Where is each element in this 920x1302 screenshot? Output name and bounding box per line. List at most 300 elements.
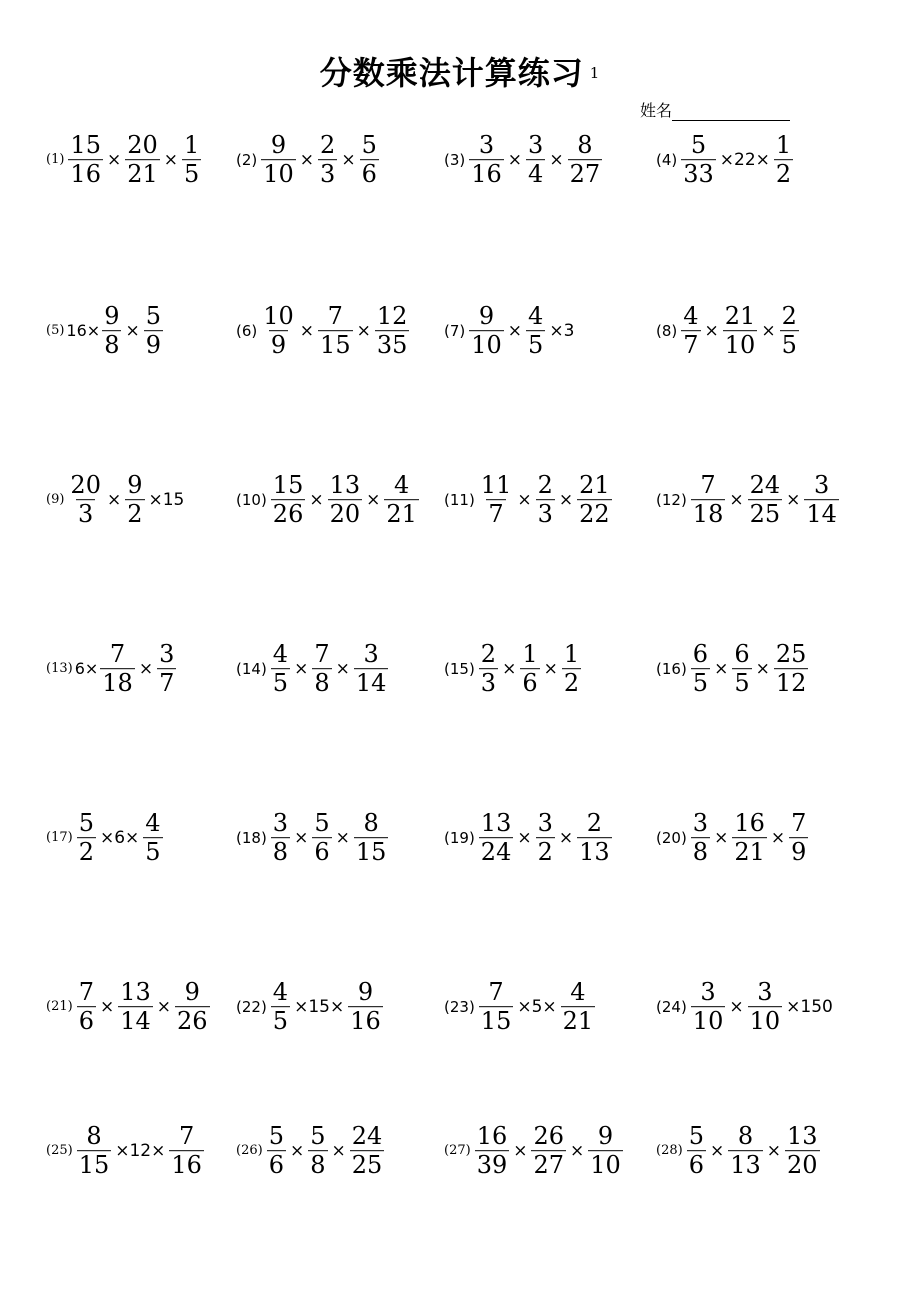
- denominator: 6: [361, 160, 377, 189]
- fraction: [691, 809, 710, 867]
- operator: ×: [99, 997, 115, 1017]
- numerator: 9: [478, 302, 495, 331]
- fraction: [318, 131, 337, 189]
- numerator: 5: [78, 809, 94, 838]
- problem-8: [656, 302, 801, 360]
- problem-number: (24): [656, 998, 687, 1016]
- fraction: [312, 640, 331, 698]
- numerator: 25: [775, 640, 807, 669]
- fraction: [732, 640, 751, 698]
- operator: ×: [309, 490, 324, 510]
- operator: ×: [502, 659, 517, 679]
- numerator: 21: [724, 302, 756, 331]
- operator: ×: [709, 1141, 725, 1161]
- integer-factor: 16×: [66, 321, 101, 341]
- denominator: 4: [528, 160, 544, 189]
- fraction: [271, 640, 290, 698]
- title-number: 1: [589, 64, 601, 82]
- operator: ×: [558, 490, 574, 510]
- problem-18: [236, 809, 390, 867]
- numerator: 7: [178, 1122, 195, 1151]
- denominator: 21: [562, 1007, 594, 1036]
- numerator: 3: [814, 471, 830, 500]
- problem-5: [46, 302, 165, 360]
- numerator: 8: [363, 809, 379, 838]
- problem-24: [656, 978, 835, 1036]
- operator: ×: [507, 321, 523, 341]
- fraction: [691, 978, 726, 1036]
- problem-21: [46, 978, 212, 1036]
- fraction: [350, 1122, 385, 1180]
- numerator: 7: [791, 809, 807, 838]
- denominator: 16: [171, 1151, 202, 1180]
- fraction: [77, 978, 96, 1036]
- operator: ×: [570, 1141, 585, 1161]
- numerator: 16: [734, 809, 765, 838]
- operator: ×: [125, 321, 140, 341]
- fraction: [479, 978, 514, 1036]
- operator: ×15×: [294, 997, 345, 1017]
- operator: ×12×: [115, 1141, 166, 1161]
- numerator: 11: [480, 471, 512, 500]
- numerator: 4: [570, 978, 586, 1007]
- numerator: 21: [579, 471, 610, 500]
- numerator: 4: [272, 978, 289, 1007]
- fraction: [577, 809, 612, 867]
- problem-15: [444, 640, 583, 698]
- numerator: 5: [688, 1122, 704, 1151]
- problem-number: (10): [236, 491, 267, 509]
- operator: ×: [770, 828, 786, 848]
- problem-4: [656, 131, 795, 189]
- numerator: 13: [120, 978, 151, 1007]
- numerator: 5: [268, 1122, 284, 1151]
- numerator: 9: [597, 1122, 614, 1151]
- fraction: [375, 302, 410, 360]
- numerator: 26: [533, 1122, 565, 1151]
- fraction: [360, 131, 379, 189]
- operator: ×: [786, 490, 801, 510]
- problem-20: [656, 809, 810, 867]
- problem-number: (13): [46, 661, 73, 677]
- operator: ×: [335, 828, 350, 848]
- operator: ×3: [549, 321, 575, 341]
- operator: ×: [356, 321, 371, 341]
- denominator: 20: [787, 1151, 818, 1180]
- denominator: 25: [749, 500, 781, 529]
- numerator: 20: [127, 131, 158, 160]
- numerator: 4: [683, 302, 699, 331]
- fraction: [175, 978, 210, 1036]
- problem-27: [444, 1122, 625, 1180]
- problem-28: [656, 1122, 822, 1180]
- problem-number: (14): [236, 660, 267, 678]
- denominator: 16: [350, 1007, 381, 1036]
- operator: ×: [507, 150, 523, 170]
- fraction: [125, 471, 144, 529]
- fraction: [261, 302, 296, 360]
- problem-19: [444, 809, 614, 867]
- numerator: 4: [272, 640, 289, 669]
- problem-number: (22): [236, 998, 267, 1016]
- denominator: 18: [692, 500, 724, 529]
- problem-number: (20): [656, 829, 687, 847]
- fraction: [68, 471, 103, 529]
- denominator: 9: [791, 838, 807, 867]
- operator: ×: [729, 490, 744, 510]
- denominator: 10: [749, 1007, 781, 1036]
- fraction: [271, 978, 290, 1036]
- numerator: 9: [127, 471, 143, 500]
- fraction: [318, 302, 353, 360]
- denominator: 5: [734, 669, 750, 698]
- operator: ×: [366, 490, 381, 510]
- fraction: [804, 471, 839, 529]
- problem-7: [444, 302, 576, 360]
- numerator: 15: [70, 131, 101, 160]
- denominator: 13: [579, 838, 610, 867]
- numerator: 9: [270, 131, 287, 160]
- denominator: 6: [268, 1151, 284, 1180]
- denominator: 20: [329, 500, 361, 529]
- fraction: [732, 809, 767, 867]
- fraction: [780, 302, 799, 360]
- denominator: 8: [272, 838, 289, 867]
- fraction: [312, 809, 331, 867]
- denominator: 25: [351, 1151, 383, 1180]
- denominator: 6: [688, 1151, 704, 1180]
- denominator: 15: [480, 1007, 512, 1036]
- fraction: [267, 1122, 286, 1180]
- fraction: [348, 978, 383, 1036]
- denominator: 9: [145, 331, 161, 360]
- operator: ×: [289, 1141, 305, 1161]
- denominator: 22: [579, 500, 610, 529]
- denominator: 39: [476, 1151, 508, 1180]
- fraction: [774, 131, 793, 189]
- operator: ×: [714, 828, 729, 848]
- denominator: 24: [480, 838, 512, 867]
- numerator: 2: [537, 471, 553, 500]
- problem-number: (9): [46, 492, 65, 508]
- denominator: 7: [488, 500, 504, 529]
- operator: ×: [558, 828, 574, 848]
- operator: ×: [106, 490, 122, 510]
- fraction: [588, 1122, 623, 1180]
- numerator: 2: [320, 131, 336, 160]
- problem-number: (17): [46, 830, 73, 846]
- operator: ×15: [148, 490, 185, 510]
- problem-10: [236, 471, 421, 529]
- numerator: 8: [86, 1122, 102, 1151]
- numerator: 12: [376, 302, 408, 331]
- operator: ×: [729, 997, 744, 1017]
- denominator: 3: [537, 500, 553, 529]
- problem-number: (25): [46, 1143, 73, 1159]
- denominator: 27: [569, 160, 601, 189]
- denominator: 10: [263, 160, 294, 189]
- denominator: 8: [314, 669, 330, 698]
- denominator: 5: [184, 160, 200, 189]
- numerator: 5: [310, 1122, 326, 1151]
- numerator: 16: [476, 1122, 508, 1151]
- denominator: 21: [386, 500, 417, 529]
- numerator: 3: [272, 809, 289, 838]
- fraction: [789, 809, 808, 867]
- denominator: 14: [120, 1007, 151, 1036]
- numerator: 3: [692, 809, 709, 838]
- fraction: [328, 471, 363, 529]
- name-label: 姓名: [640, 101, 673, 120]
- operator: ×: [755, 659, 770, 679]
- denominator: 14: [806, 500, 837, 529]
- fraction: [271, 809, 290, 867]
- denominator: 5: [781, 331, 797, 360]
- fraction: [169, 1122, 204, 1180]
- numerator: 4: [528, 302, 544, 331]
- numerator: 4: [145, 809, 161, 838]
- denominator: 26: [177, 1007, 208, 1036]
- fraction: [469, 131, 504, 189]
- fraction: [308, 1122, 327, 1180]
- numerator: 3: [363, 640, 379, 669]
- numerator: 1: [184, 131, 200, 160]
- denominator: 21: [734, 838, 765, 867]
- denominator: 27: [533, 1151, 565, 1180]
- operator: ×: [156, 997, 172, 1017]
- operator: ×: [761, 321, 776, 341]
- fraction: [384, 471, 419, 529]
- fraction: [785, 1122, 820, 1180]
- operator: ×: [517, 490, 532, 510]
- denominator: 5: [145, 838, 161, 867]
- problem-number: (12): [656, 491, 687, 509]
- problem-3: [444, 131, 604, 189]
- denominator: 3: [320, 160, 336, 189]
- numerator: 13: [480, 809, 512, 838]
- problem-number: (3): [444, 151, 466, 169]
- denominator: 26: [272, 500, 304, 529]
- problem-6: [236, 302, 411, 360]
- numerator: 9: [184, 978, 200, 1007]
- numerator: 24: [749, 471, 781, 500]
- numerator: 20: [70, 471, 101, 500]
- numerator: 24: [351, 1122, 383, 1151]
- problem-number: (18): [236, 829, 267, 847]
- problem-11: [444, 471, 614, 529]
- problem-9: [46, 471, 186, 529]
- denominator: 8: [692, 838, 709, 867]
- fraction: [102, 302, 121, 360]
- fraction: [261, 131, 296, 189]
- denominator: 5: [528, 331, 544, 360]
- operator: ×150: [786, 997, 833, 1017]
- problem-number: (5): [46, 323, 65, 339]
- denominator: 10: [590, 1151, 621, 1180]
- operator: ×6×: [99, 828, 140, 848]
- integer-factor: 6×: [74, 659, 99, 679]
- fraction: [118, 978, 153, 1036]
- problem-1: [46, 131, 203, 189]
- problem-number: (8): [656, 322, 678, 340]
- operator: ×: [549, 150, 564, 170]
- problem-number: (21): [46, 999, 73, 1015]
- denominator: 15: [355, 838, 387, 867]
- numerator: 3: [537, 809, 553, 838]
- operator: ×: [331, 1141, 346, 1161]
- fraction: [687, 1122, 706, 1180]
- denominator: 9: [270, 331, 287, 360]
- fraction: [479, 640, 498, 698]
- denominator: 18: [102, 669, 133, 698]
- denominator: 5: [692, 669, 709, 698]
- operator: ×: [294, 659, 309, 679]
- problem-25: [46, 1122, 206, 1180]
- denominator: 10: [692, 1007, 724, 1036]
- numerator: 15: [272, 471, 304, 500]
- operator: ×: [294, 828, 309, 848]
- fraction: [479, 809, 514, 867]
- denominator: 8: [104, 331, 120, 360]
- denominator: 12: [775, 669, 807, 698]
- denominator: 14: [355, 669, 387, 698]
- fraction: [536, 471, 555, 529]
- fraction: [774, 640, 809, 698]
- numerator: 7: [78, 978, 94, 1007]
- fraction: [748, 978, 783, 1036]
- problem-number: (15): [444, 660, 475, 678]
- fraction: [354, 640, 389, 698]
- operator: ×22×: [719, 150, 770, 170]
- fraction: [77, 809, 96, 867]
- fraction: [143, 809, 162, 867]
- operator: ×: [106, 150, 122, 170]
- operator: ×: [138, 659, 154, 679]
- denominator: 7: [159, 669, 175, 698]
- problem-number: (7): [444, 322, 466, 340]
- fraction: [100, 640, 135, 698]
- numerator: 7: [488, 978, 504, 1007]
- problem-number: (27): [444, 1143, 471, 1159]
- numerator: 6: [692, 640, 709, 669]
- denominator: 15: [78, 1151, 110, 1180]
- numerator: 4: [394, 471, 410, 500]
- denominator: 2: [775, 160, 792, 189]
- problem-14: [236, 640, 390, 698]
- problem-number: (26): [236, 1143, 263, 1159]
- problem-number: (2): [236, 151, 258, 169]
- fraction: [469, 302, 504, 360]
- denominator: 5: [272, 1007, 289, 1036]
- problem-26: [236, 1122, 386, 1180]
- numerator: 7: [327, 302, 343, 331]
- fraction: [536, 809, 555, 867]
- numerator: 7: [314, 640, 330, 669]
- fraction: [691, 471, 726, 529]
- fraction: [526, 302, 545, 360]
- denominator: 6: [522, 669, 538, 698]
- fraction: [520, 640, 539, 698]
- problem-number: (1): [46, 152, 65, 168]
- problem-17: [46, 809, 165, 867]
- numerator: 10: [263, 302, 294, 331]
- numerator: 8: [737, 1122, 754, 1151]
- fraction: [157, 640, 176, 698]
- denominator: 5: [272, 669, 289, 698]
- numerator: 2: [586, 809, 603, 838]
- fraction: [561, 978, 596, 1036]
- denominator: 35: [376, 331, 408, 360]
- numerator: 6: [734, 640, 750, 669]
- problem-12: [656, 471, 841, 529]
- denominator: 7: [683, 331, 699, 360]
- operator: ×: [543, 659, 558, 679]
- numerator: 9: [357, 978, 374, 1007]
- numerator: 5: [314, 809, 330, 838]
- problem-22: [236, 978, 385, 1036]
- fraction: [691, 640, 710, 698]
- numerator: 5: [690, 131, 707, 160]
- fraction: [475, 1122, 510, 1180]
- numerator: 3: [757, 978, 773, 1007]
- numerator: 3: [528, 131, 544, 160]
- denominator: 10: [724, 331, 756, 360]
- denominator: 3: [480, 669, 497, 698]
- operator: ×: [704, 321, 719, 341]
- operator: ×: [714, 659, 729, 679]
- fraction: [681, 302, 700, 360]
- fraction: [77, 1122, 112, 1180]
- numerator: 1: [563, 640, 580, 669]
- fraction: [577, 471, 612, 529]
- numerator: 5: [145, 302, 161, 331]
- operator: ×: [766, 1141, 782, 1161]
- numerator: 2: [480, 640, 497, 669]
- operator: ×: [513, 1141, 528, 1161]
- problem-number: (19): [444, 829, 475, 847]
- fraction: [271, 471, 306, 529]
- denominator: 16: [471, 160, 502, 189]
- numerator: 13: [329, 471, 361, 500]
- fraction: [68, 131, 103, 189]
- denominator: 16: [70, 160, 101, 189]
- numerator: 3: [159, 640, 175, 669]
- title-text: 分数乘法计算练习: [319, 54, 584, 92]
- numerator: 1: [775, 131, 792, 160]
- fraction: [748, 471, 783, 529]
- problem-number: (11): [444, 491, 475, 509]
- numerator: 13: [787, 1122, 818, 1151]
- operator: ×: [335, 659, 350, 679]
- problem-16: [656, 640, 810, 698]
- fraction: [479, 471, 514, 529]
- problem-number: (16): [656, 660, 687, 678]
- problem-2: [236, 131, 381, 189]
- operator: ×5×: [517, 997, 557, 1017]
- problem-23: [444, 978, 597, 1036]
- numerator: 3: [478, 131, 495, 160]
- problem-number: (6): [236, 322, 258, 340]
- problem-number: (28): [656, 1143, 683, 1159]
- denominator: 13: [730, 1151, 761, 1180]
- denominator: 2: [127, 500, 143, 529]
- numerator: 7: [700, 471, 716, 500]
- fraction: [681, 131, 716, 189]
- denominator: 2: [537, 838, 553, 867]
- fraction: [723, 302, 758, 360]
- numerator: 7: [109, 640, 126, 669]
- operator: ×: [517, 828, 532, 848]
